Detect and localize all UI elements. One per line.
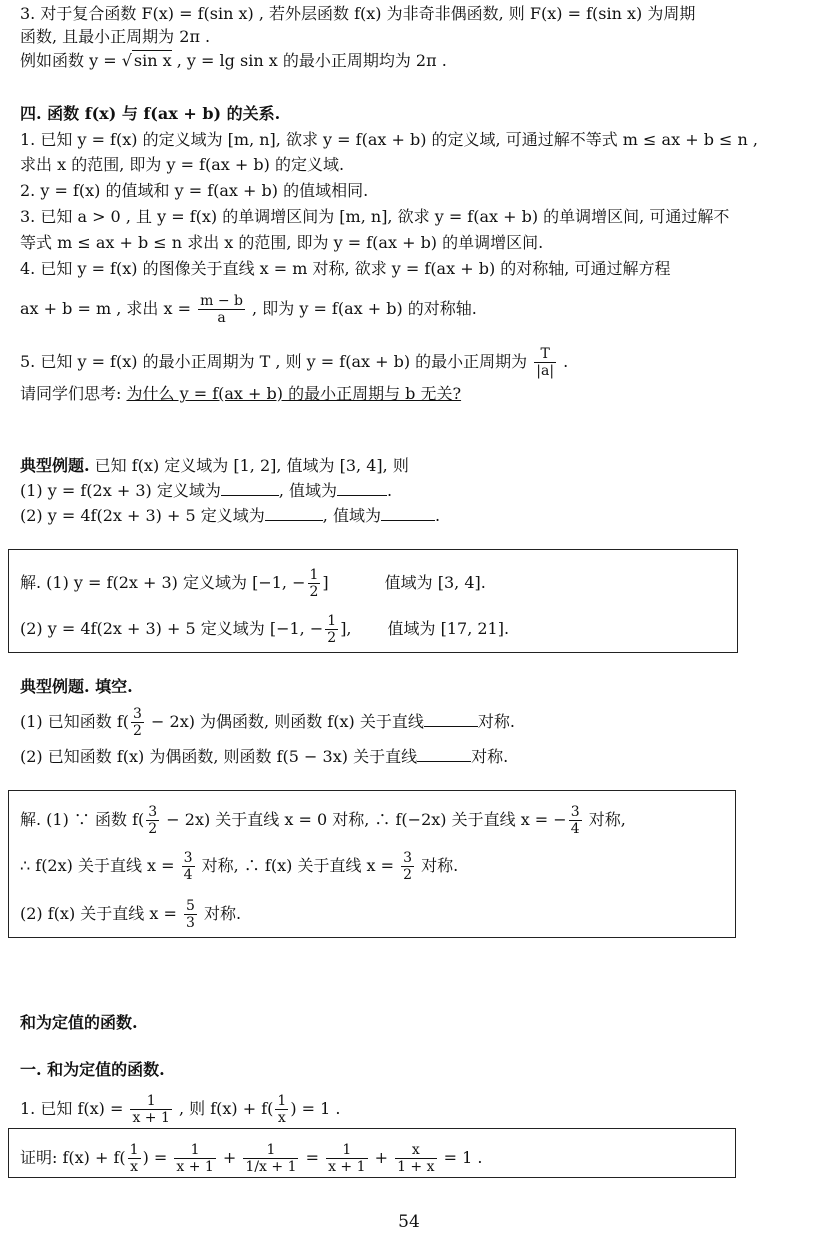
text-span: 对称, <box>583 810 626 829</box>
text-line <box>20 1093 341 1126</box>
text-line <box>20 51 447 71</box>
numerator: 3 <box>183 850 193 866</box>
denominator: 1/x + 1 <box>245 1159 297 1175</box>
page-number: 54 <box>398 1212 420 1232</box>
text-line: 求出 x 的范围, 即为 y = f(ax + b) 的定义域. <box>20 155 345 174</box>
denominator: 4 <box>183 867 193 883</box>
numerator: 1 <box>243 1142 298 1159</box>
sqrt-body: sin x <box>133 51 172 70</box>
text-span: 对称. <box>471 747 509 766</box>
numerator: 1 <box>129 1142 139 1158</box>
text-line <box>20 850 458 883</box>
denominator: x + 1 <box>132 1110 170 1126</box>
text-line: 4. 已知 y = f(x) 的图像关于直线 x = m 对称, 欲求 y = f(ax + b) 的对称轴, 可通过解方程 <box>20 259 671 278</box>
numerator: 1 <box>326 1142 367 1159</box>
text-line <box>20 481 392 501</box>
answer-blank <box>337 481 387 496</box>
fraction <box>401 850 414 883</box>
numerator: 3 <box>570 804 580 820</box>
numerator: 1 <box>277 1093 287 1109</box>
fraction <box>275 1093 288 1126</box>
denominator: x + 1 <box>176 1159 214 1175</box>
text-line: 等式 m ≤ ax + b ≤ n 求出 x 的范围, 即为 y = f(ax + b) 的单调增区间. <box>20 233 544 252</box>
fraction <box>198 293 245 326</box>
text-span: 解. (1) y = f(2x + 3) 定义域为 [−1, − <box>20 573 306 592</box>
text-span: 证明: f(x) + f( <box>20 1148 126 1167</box>
text-span: (2) f(x) 关于直线 x = <box>20 904 182 923</box>
text-span: 对称, ∴ f(x) 关于直线 x = <box>196 856 400 875</box>
text-span: + <box>217 1148 242 1167</box>
denominator: |a| <box>536 363 555 379</box>
text-line: 3. 已知 a > 0 , 且 y = f(x) 的单调增区间为 [m, n], 欲求 y = f(ax + b) 的单调增区间, 可通过解不 <box>20 207 730 226</box>
numerator: T <box>534 346 556 363</box>
fraction <box>146 804 159 837</box>
text-line <box>20 613 509 646</box>
text-line: 1. 已知 y = f(x) 的定义域为 [m, n], 欲求 y = f(ax + b) 的定义域, 可通过解不等式 m ≤ ax + b ≤ n , <box>20 130 758 149</box>
denominator: 2 <box>309 584 319 600</box>
numerator: 3 <box>148 804 158 820</box>
text-line <box>20 346 568 379</box>
text-span: 1. 已知 f(x) = <box>20 1099 129 1118</box>
fraction <box>130 1093 171 1126</box>
text-span: ) = 1 . <box>290 1099 341 1118</box>
fraction <box>308 567 321 600</box>
numerator: 1 <box>309 567 319 583</box>
text-span: 请同学们思考: <box>20 384 127 403</box>
denominator: x <box>130 1159 139 1175</box>
text-span: , y = lg sin x 的最小正周期均为 2π . <box>171 51 447 70</box>
text-span: 值域为 [17, 21]. <box>387 619 510 638</box>
text-span: , 即为 y = f(ax + b) 的对称轴. <box>246 299 477 318</box>
numerator: 3 <box>403 850 413 866</box>
text-line: 2. y = f(x) 的值域和 y = f(ax + b) 的值域相同. <box>20 181 369 200</box>
sqrt-symbol: √ <box>121 51 132 70</box>
fraction <box>184 898 197 931</box>
text-span: (2) y = 4f(2x + 3) + 5 定义域为 [−1, − <box>20 619 324 638</box>
text-span: 对称. <box>198 904 242 923</box>
text-span: , 则 f(x) + f( <box>173 1099 274 1118</box>
numerator: x <box>395 1142 436 1159</box>
numerator: 3 <box>133 706 142 722</box>
text-line: 函数, 且最小正周期为 2π . <box>20 27 211 46</box>
text-span: ax + b = m , 求出 x = <box>20 299 197 318</box>
numerator: 5 <box>185 898 195 914</box>
numerator: 1 <box>130 1093 171 1110</box>
text-span: 解. (1) ∵ 函数 f( <box>20 810 145 829</box>
denominator: 2 <box>327 630 337 646</box>
text-line: 3. 对于复合函数 F(x) = f(sin x) , 若外层函数 f(x) 为非奇非偶函数, 则 F(x) = f(sin x) 为周期 <box>20 4 696 23</box>
text-span: ] <box>322 573 329 592</box>
text-span: 值域为 [3, 4]. <box>384 573 486 592</box>
text-span: 已知 f(x) 定义域为 [1, 2], 值域为 [3, 4], 则 <box>89 456 409 475</box>
answer-blank <box>221 481 279 496</box>
fraction <box>131 706 144 739</box>
text-span: (1) y = f(2x + 3) 定义域为 <box>20 481 221 500</box>
fraction <box>243 1142 298 1175</box>
text-line <box>20 384 461 404</box>
denominator: 4 <box>570 821 580 837</box>
numerator: m − b <box>200 293 243 309</box>
denominator: 1 + x <box>397 1159 435 1175</box>
text-span: . <box>558 352 569 371</box>
text-span: 5. 已知 y = f(x) 的最小正周期为 T , 则 y = f(ax + b) 的最小正周期为 <box>20 352 533 371</box>
text-span: . <box>387 481 393 500</box>
section-title: 四. 函数 f(x) 与 f(ax + b) 的关系. <box>20 104 281 123</box>
example-heading: 典型例题. <box>20 456 90 475</box>
denominator: x <box>277 1110 286 1126</box>
denominator: 2 <box>403 867 413 883</box>
denominator: 2 <box>133 723 142 739</box>
text-span: . <box>434 506 441 525</box>
answer-blank <box>424 712 478 727</box>
text-span: ∴ f(2x) 关于直线 x = <box>20 856 180 875</box>
text-line <box>20 747 508 767</box>
answer-blank <box>381 506 435 521</box>
text-span: 对称. <box>416 856 459 875</box>
text-line <box>20 506 440 526</box>
text-line <box>20 804 626 837</box>
text-span: ) = <box>142 1148 173 1167</box>
numerator: 1 <box>174 1142 215 1159</box>
fraction <box>182 850 195 883</box>
text-span: 例如函数 y = <box>20 51 122 70</box>
text-line <box>20 567 486 600</box>
text-line <box>20 898 241 931</box>
text-line <box>20 456 409 476</box>
fraction <box>395 1142 436 1175</box>
denominator: 3 <box>185 915 195 931</box>
fraction <box>569 804 582 837</box>
text-span: (1) 已知函数 f( <box>20 712 130 731</box>
text-span: , 值域为 <box>322 506 381 525</box>
text-line <box>20 1142 482 1175</box>
answer-blank <box>417 747 471 762</box>
text-span: = <box>300 1148 325 1167</box>
text-span: , 值域为 <box>278 481 338 500</box>
fraction <box>174 1142 215 1175</box>
denominator: 2 <box>148 821 158 837</box>
denominator: x + 1 <box>328 1159 366 1175</box>
text-span: = 1 . <box>438 1148 483 1167</box>
text-span: ], <box>340 619 352 638</box>
fraction <box>534 346 556 379</box>
text-span: − 2x) 关于直线 x = 0 对称, ∴ f(−2x) 关于直线 x = − <box>161 810 567 829</box>
section-title: 和为定值的函数. <box>20 1013 138 1032</box>
text-span: (2) y = 4f(2x + 3) + 5 定义域为 <box>20 506 265 525</box>
example-heading: 典型例题. 填空. <box>20 677 133 696</box>
subsection-title: 一. 和为定值的函数. <box>20 1060 165 1079</box>
fraction <box>326 1142 367 1175</box>
text-span: + <box>369 1148 394 1167</box>
text-span: (2) 已知函数 f(x) 为偶函数, 则函数 f(5 − 3x) 关于直线 <box>20 747 418 766</box>
text-span: 对称. <box>477 712 515 731</box>
denominator: a <box>217 310 226 326</box>
text-line <box>20 293 477 326</box>
answer-blank <box>265 506 323 521</box>
numerator: 1 <box>327 613 337 629</box>
fraction <box>325 613 338 646</box>
fraction <box>128 1142 141 1175</box>
underlined-question: 为什么 y = f(ax + b) 的最小正周期与 b 无关? <box>126 384 462 403</box>
text-line <box>20 706 515 739</box>
text-span: − 2x) 为偶函数, 则函数 f(x) 关于直线 <box>145 712 424 731</box>
